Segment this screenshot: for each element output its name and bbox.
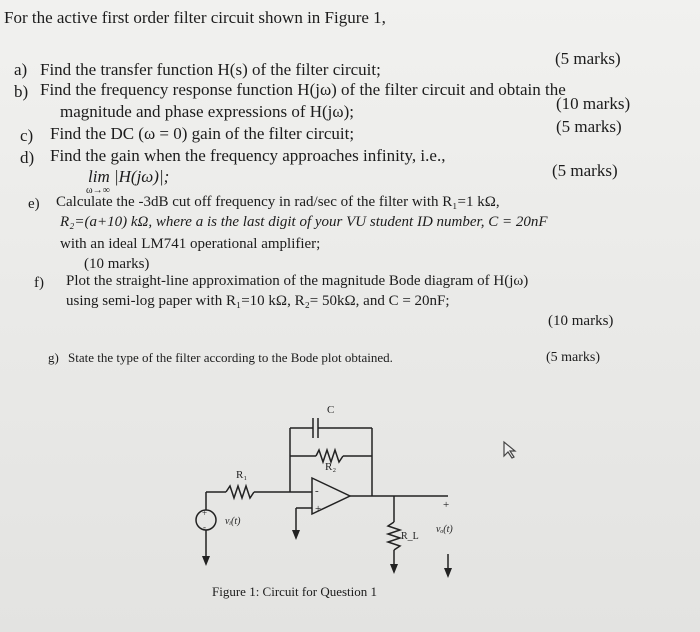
part-c-letter: c) bbox=[20, 126, 34, 145]
part-b-letter: b) bbox=[14, 82, 29, 101]
source-plus: + bbox=[202, 508, 208, 518]
part-e-line2: R₂=(a+10) kΩ, where a is the last digit of your VU student ID number, C = 20nF bbox=[60, 214, 548, 230]
part-e-letter: e) bbox=[28, 196, 40, 212]
label-vi: vᵢ(t) bbox=[225, 516, 241, 527]
part-b-marks: (10 marks) bbox=[556, 94, 631, 113]
label-r1: R₁ bbox=[236, 469, 248, 481]
part-f-marks: (10 marks) bbox=[548, 313, 614, 329]
rl-ground-arrow bbox=[390, 564, 398, 574]
part-d-marks: (5 marks) bbox=[552, 161, 618, 180]
part-g-text: State the type of the filter according to the Bode plot obtained. bbox=[68, 350, 393, 365]
r1-resistor bbox=[226, 486, 254, 498]
part-b-line1: Find the frequency response function H(jω) of the filter circuit and obtain the bbox=[40, 80, 566, 99]
label-c: C bbox=[327, 404, 335, 416]
part-f-letter: f) bbox=[34, 275, 44, 291]
part-d-letter: d) bbox=[20, 148, 35, 167]
part-c-text: Find the DC (ω = 0) gain of the filter circuit; bbox=[50, 124, 355, 143]
part-a-text: Find the transfer function H(s) of the filter circuit; bbox=[40, 60, 381, 79]
part-b-line2: magnitude and phase expressions of H(jω); bbox=[60, 102, 354, 121]
rl-resistor bbox=[388, 522, 400, 550]
part-g-marks: (5 marks) bbox=[546, 350, 601, 365]
part-d-text: Find the gain when the frequency approaches infinity, i.e., bbox=[50, 146, 446, 165]
vo-arrow bbox=[444, 568, 452, 578]
output-plus: + bbox=[443, 499, 450, 511]
part-e-marks: (10 marks) bbox=[84, 256, 150, 272]
opamp-ground-arrow bbox=[292, 530, 300, 540]
part-g-letter: g) bbox=[48, 350, 59, 365]
part-f-line2: using semi-log paper with R₁=10 kΩ, R₂= 50kΩ, and C = 20nF; bbox=[66, 293, 450, 309]
label-rl: R_L bbox=[401, 531, 419, 542]
part-c-marks: (5 marks) bbox=[556, 117, 622, 136]
part-a-marks: (5 marks) bbox=[555, 49, 621, 68]
intro-text: For the active first order filter circuit shown in Figure 1, bbox=[4, 8, 386, 27]
source-minus: - bbox=[203, 522, 206, 532]
mouse-cursor-icon bbox=[504, 442, 515, 458]
part-e-line3: with an ideal LM741 operational amplifier; bbox=[60, 236, 321, 252]
part-e-line1: Calculate the -3dB cut off frequency in rad/sec of the filter with R₁=1 kΩ, bbox=[56, 194, 500, 210]
source-ground-arrow bbox=[202, 556, 210, 566]
part-d-limit: lim |H(jω)|; bbox=[88, 167, 170, 186]
part-a-letter: a) bbox=[14, 60, 28, 79]
label-r2: R₂ bbox=[325, 461, 337, 473]
opamp-minus: - bbox=[315, 485, 319, 497]
label-vo: vₒ(t) bbox=[436, 524, 453, 535]
part-d-limit-sub: ω→∞ bbox=[86, 185, 110, 196]
opamp-plus: + bbox=[315, 503, 322, 515]
figure-caption: Figure 1: Circuit for Question 1 bbox=[212, 584, 378, 599]
part-f-line1: Plot the straight-line approximation of the magnitude Bode diagram of H(jω) bbox=[66, 273, 529, 289]
